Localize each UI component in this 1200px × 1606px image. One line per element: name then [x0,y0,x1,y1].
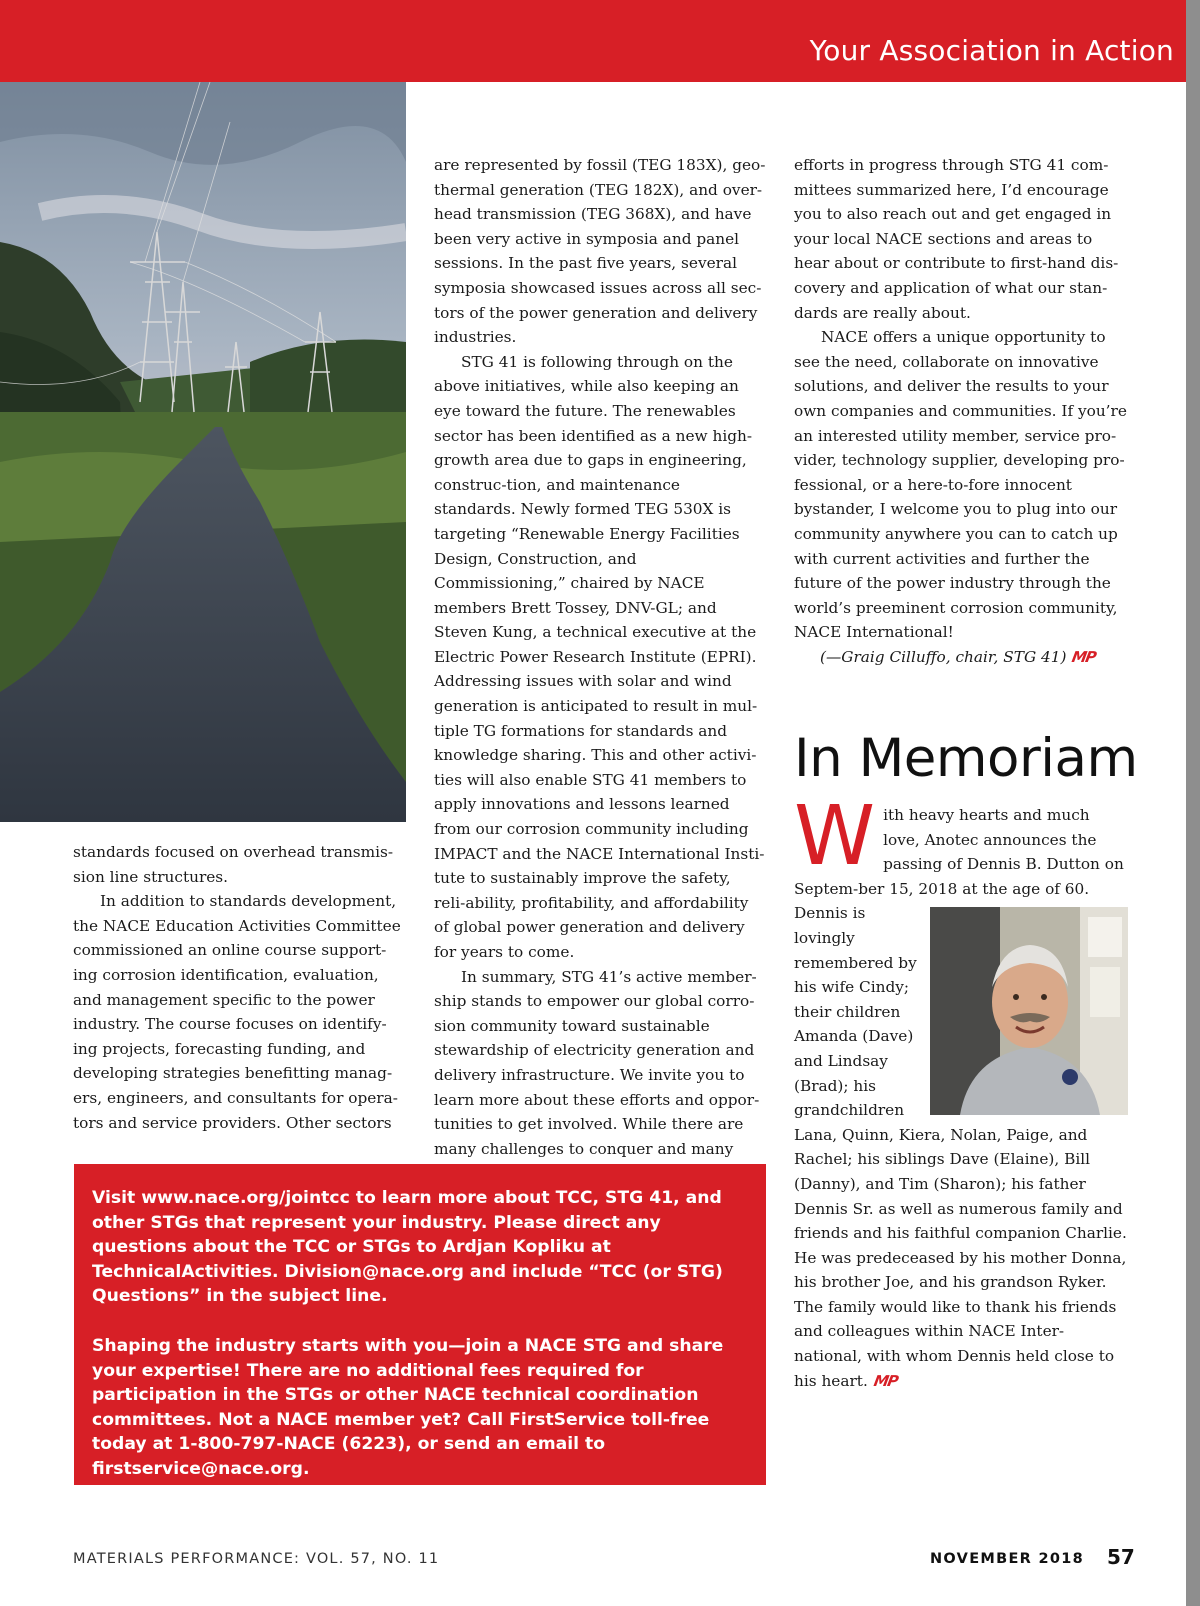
callout-box [74,1164,766,1485]
section-title: Your Association in Action [809,34,1174,67]
callout-paragraph-1: Visit www.nace.org/jointcc to learn more about TCC, STG 41, and other STGs that represent your industry. Please direct any questions about the TCC or STGs to Ardjan Kopliku at TechnicalActivities. Division@nace.org and include “TCC (or STG) Questions” in the subject line. [92,1188,723,1307]
memoriam-paragraph-2: Dennis is lovingly remembered by his wife Cindy; their children Amanda (Dave) and Lindsay (Brad); his grandchildren Lana, Quinn, Kiera, Nolan, Paige, and Rachel; his siblings Dave (Elaine), Bill (Danny), and Tim (Sharon); his father Dennis Sr. as well as numerous family and friends and his faithful companion Charlie. He was predeceased by his mother Donna, his brother Joe, and his grandson Ryker. [794,904,1127,1292]
column-1 [73,840,405,1135]
memoriam-paragraph-1-text: ith heavy hearts and much love, Anotec announces the passing of Dennis B. Dutton on Septem-ber 15, 2018 at the age of 60. [794,806,1124,898]
portrait-photo [930,907,1128,1115]
col3-paragraph-1: efforts in progress through STG 41 com-mittees summarized here, I’d encourage you to also reach out and get engaged in your local NACE sections and areas to hear about or contribute to first-hand dis-covery and application of what our stan-dards are really about. [794,156,1119,322]
col3-paragraph-2: NACE offers a unique opportunity to see the need, collaborate on innovative solutions, and deliver the results to your own companies and communities. If you’re an interested utility member, service pro-vider, technology supplier, developing pro-fessional, or a here-to-fore innocent bystander, I welcome you to plug into our community anywhere you can to catch up with current activities and further the future of the power industry through the world’s preeminent corrosion community, NACE International! [794,328,1127,642]
col1-paragraph-2: In addition to standards development, the NACE Education Activities Committee commissioned an online course support-ing corrosion identification, evaluation, and management specific to the power industry. The course focuses on identify-ing projects, forecasting funding, and developing strategies benefitting manag-ers, engineers, and consultants for opera-tors and service providers. Other sectors [73,892,401,1132]
page-number: 57 [1107,1545,1135,1569]
page-edge-strip [1186,0,1200,1606]
column-3 [794,153,1130,669]
col1-paragraph-1: standards focused on overhead transmis-sion line structures. [73,843,394,886]
mp-logo-icon: MP [872,1371,899,1390]
signature-text: (—Graig Cilluffo, chair, STG 41) [820,647,1067,666]
memoriam-paragraph-3 [794,1295,1128,1393]
mp-logo-icon: MP [1070,647,1098,666]
col2-paragraph-1: are represented by fossil (TEG 183X), geo-thermal generation (TEG 182X), and over-head transmission (TEG 368X), and have been very active in symposia and panel sessions. In the past five years, several symposia showcased issues across all sec-tors of the power generation and delivery industries. [434,156,766,347]
memoriam-paragraph-3-text: The family would like to thank his friends and colleagues within NACE Inter-national, with whom Dennis held close to his heart. [794,1297,1117,1390]
author-signature [794,645,1130,670]
col2-paragraph-2: STG 41 is following through on the above initiatives, while also keeping an eye toward the future. The renewables sector has been identified as a new high-growth area due to gaps in engineering, construc-tion, and maintenance standards. Newly formed TEG 530X is targeting “Renewable Energy Facilities Design, Construction, and Commissioning,” chaired by NACE members Brett Tossey, DNV-GL; and Steven Kung, a technical executive at the Electric Power Research Institute (EPRI). Addressing issues with solar and wind generation is anticipated to result in mul-tiple TG formations for standards and knowledge sharing. This and other activi-ties will also enable STG 41 members to apply innovations and lessons learned from our corrosion community including IMPACT and the NACE International Insti-tute to sustainably improve the safety, reli-ability, profitability, and affordability of global power generation and delivery for years to come. [434,352,765,961]
callout-paragraph-2: Shaping the industry starts with you—join a NACE STG and share your expertise! There are no additional fees required for participation in the STGs or other NACE technical coordination committees. Not a NACE member yet? Call FirstService toll-free today at 1-800-797-NACE (6223), or send an email to firstservice@nace.org. [92,1335,724,1479]
footer-date: NOVEMBER 2018 [930,1551,1085,1567]
drop-cap: W [794,789,876,884]
column-2 [434,153,766,1161]
memoriam-paragraph-1 [794,789,1128,901]
memoriam-heading: In Memoriam [794,728,1138,789]
memoriam-article [794,789,1128,1393]
power-lines-photo [0,82,406,822]
col2-paragraph-3: In summary, STG 41’s active member-ship stands to empower our global corro-sion community toward sustainable stewardship of electricity generation and delivery infrastructure. We invite you to learn more about these efforts and oppor-tunities to get involved. While there are many challenges to conquer and many [434,967,760,1158]
footer-publication: MATERIALS PERFORMANCE: VOL. 57, NO. 11 [73,1551,440,1567]
